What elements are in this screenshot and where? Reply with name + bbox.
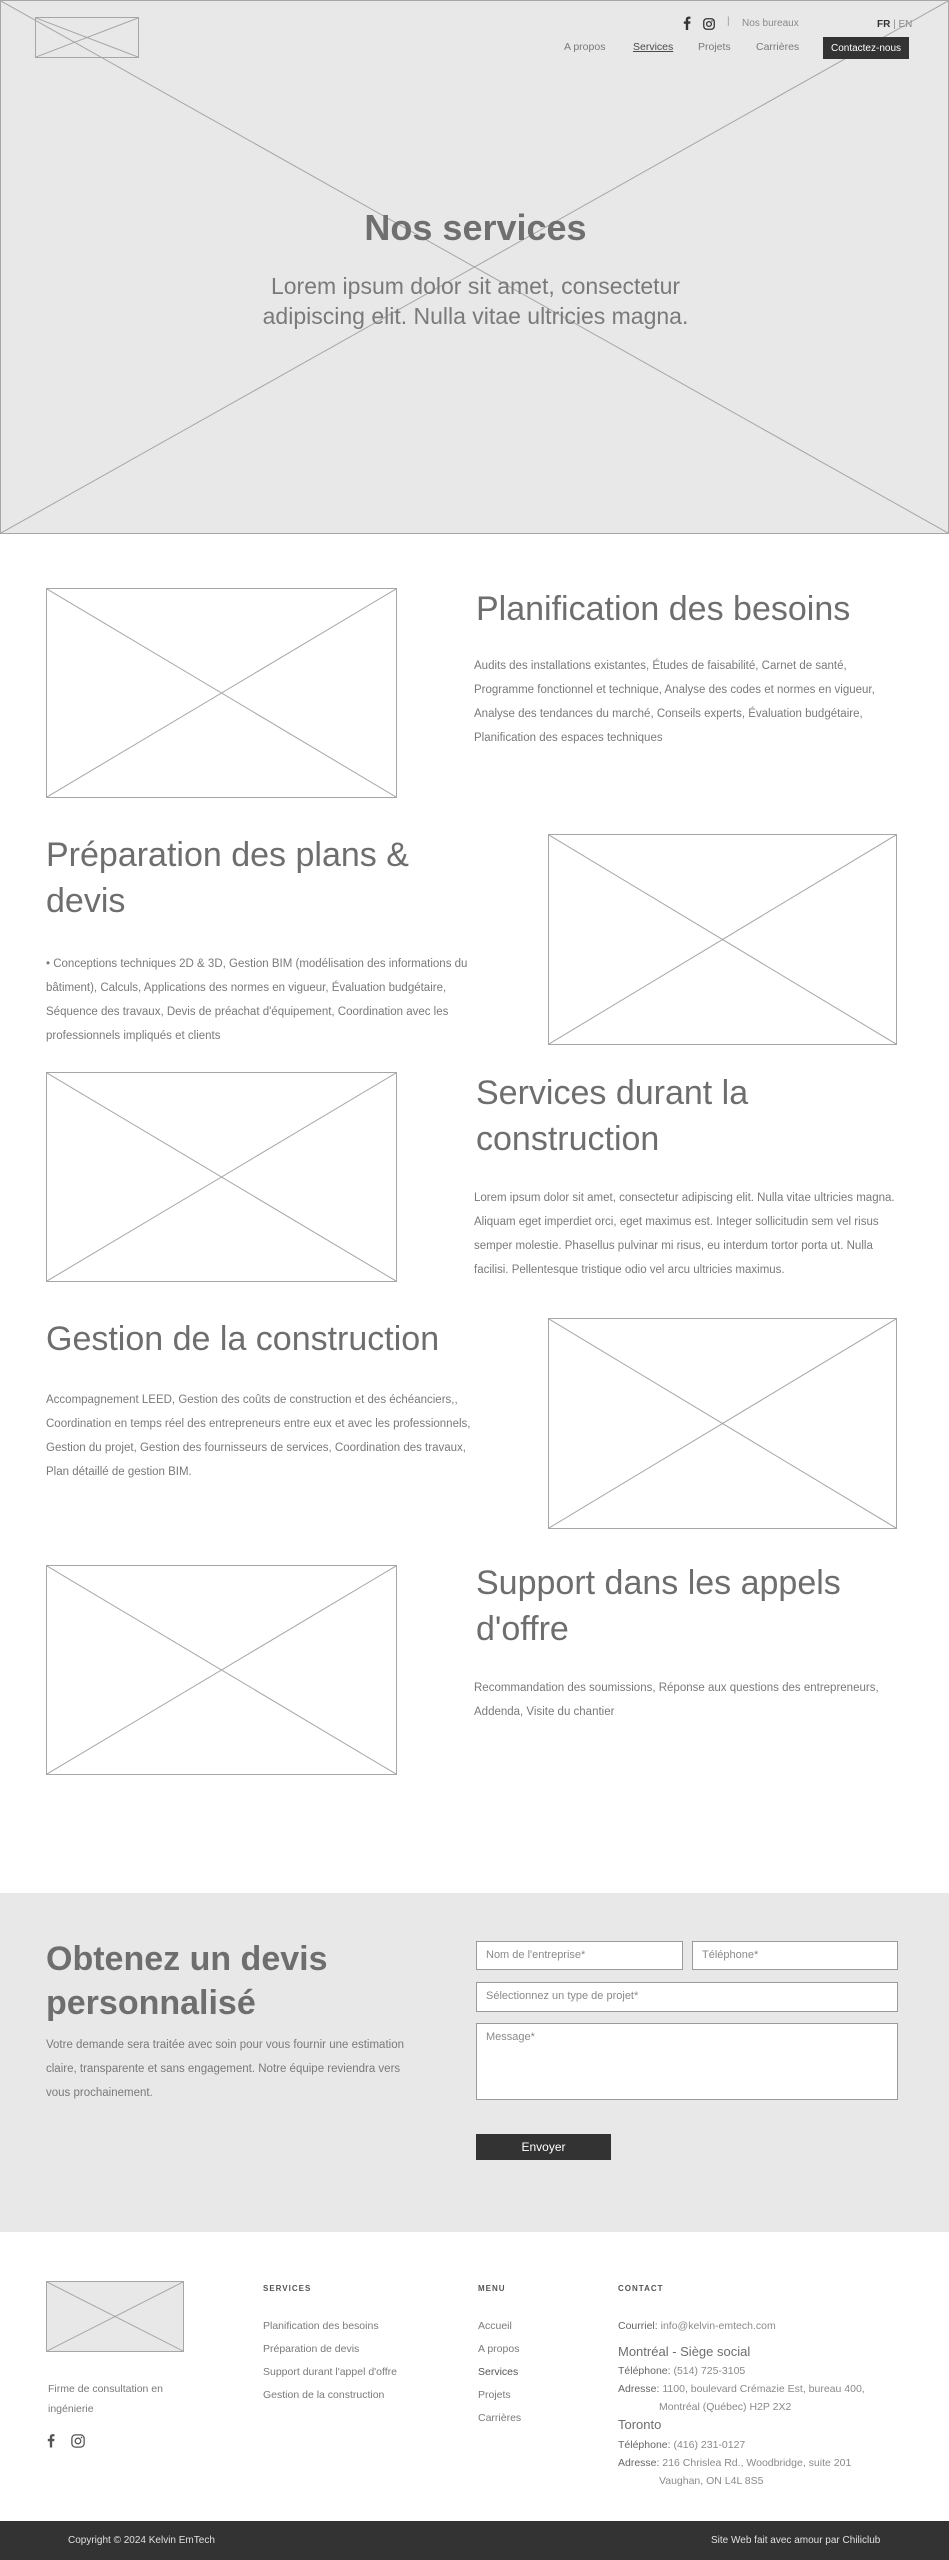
service-description: Accompagnement LEED, Gestion des coûts de construction et des échéanciers,, Coordination en temps réel des entrepreneurs entre eux et avec les professionnels, Gestion du projet, Gestion des fournisseurs de services, Coordination des travaux, Plan détaillé de gestion BIM. <box>46 1394 471 1478</box>
phone-field[interactable]: Téléphone* <box>692 1941 898 1970</box>
send-button[interactable]: Envoyer <box>476 2134 611 2160</box>
site-logo[interactable] <box>35 17 139 58</box>
nav-item-projets[interactable]: Projets <box>698 41 731 53</box>
service-image-placeholder <box>46 1565 397 1775</box>
footer-menu-link-active[interactable]: Services <box>478 2366 519 2378</box>
footer-contact-heading: CONTACT <box>618 2284 664 2293</box>
lang-en[interactable]: EN <box>898 19 913 30</box>
service-image-placeholder <box>548 1318 897 1529</box>
contact-button[interactable]: Contactez-nous <box>823 37 909 59</box>
footer-menu-link[interactable]: Projets <box>478 2389 511 2401</box>
lang-separator: | <box>893 19 896 30</box>
service-title: Planification des besoins <box>476 590 851 628</box>
footer-email: Courriel: info@kelvin-emtech.com <box>618 2320 776 2332</box>
service-description: Lorem ipsum dolor sit amet, consectetur adipiscing elit. Nulla vitae ultricies magna. Aliquam eget imperdiet orci, eget maximus est. Integer sollicitudin sem vel risus semper molestie. Phasellus pulvinar mi risus, eu interdum tortor porta ut. Nulla facilisi. Pellentesque tristique odio vel arcu ultricies maximus. <box>474 1192 895 1276</box>
nav-item-services[interactable]: Services <box>633 41 674 53</box>
instagram-icon[interactable] <box>703 17 715 29</box>
offices-link[interactable]: Nos bureaux <box>742 18 799 29</box>
footer-service-link[interactable]: Planification des besoins <box>263 2320 379 2332</box>
message-field[interactable]: Message* <box>476 2023 898 2100</box>
office-address: Adresse: 1100, boulevard Crémazie Est, bureau 400, <box>618 2383 865 2395</box>
office-address-line2: Vaughan, ON L4L 8S5 <box>659 2475 764 2487</box>
service-title: Préparation des plans & devis <box>46 836 409 920</box>
company-name-field[interactable]: Nom de l'entreprise* <box>476 1941 683 1970</box>
service-image-placeholder <box>46 588 397 798</box>
service-title: Support dans les appels d'offre <box>476 1564 841 1648</box>
service-description: • Conceptions techniques 2D & 3D, Gestion BIM (modélisation des informations du bâtiment), Calculs, Applications des normes en vigueur, Évaluation budgétaire, Séquence des travaux, Devis de préachat d'équipement, Coordination avec les professionnels impliqués et clients <box>46 958 468 1042</box>
service-image-placeholder <box>548 834 897 1045</box>
page-title: Nos services <box>364 207 587 248</box>
footer-tagline: Firme de consultation en ingénierie <box>48 2383 163 2415</box>
credits-link[interactable]: Site Web fait avec amour par Chiliclub <box>711 2535 881 2546</box>
footer-service-link[interactable]: Préparation de devis <box>263 2343 360 2355</box>
footer-services-heading: SERVICES <box>263 2284 312 2293</box>
footer-menu-link[interactable]: Accueil <box>478 2320 512 2332</box>
facebook-icon[interactable] <box>46 2433 56 2448</box>
office-address-line2: Montréal (Québec) H2P 2X2 <box>659 2401 792 2413</box>
hero-section <box>0 0 949 534</box>
project-type-select[interactable]: Sélectionnez un type de projet* <box>476 1982 898 2012</box>
footer-service-link[interactable]: Gestion de la construction <box>263 2389 385 2401</box>
service-image-placeholder <box>46 1072 397 1282</box>
facebook-icon[interactable] <box>682 16 692 30</box>
office-address: Adresse: 216 Chrislea Rd., Woodbridge, suite 201 <box>618 2457 852 2469</box>
quote-section <box>0 1893 949 2232</box>
office-city: Toronto <box>618 2417 662 2432</box>
service-title: Gestion de la construction <box>46 1320 440 1358</box>
footer-menu-link[interactable]: Carrières <box>478 2412 522 2424</box>
office-city: Montréal - Siège social <box>618 2344 751 2359</box>
footer-logo[interactable] <box>46 2281 184 2352</box>
topbar-divider: | <box>727 16 730 27</box>
office-phone: Téléphone: (416) 231-0127 <box>618 2439 746 2451</box>
quote-description: Votre demande sera traitée avec soin pour vous fournir une estimation claire, transparente et sans engagement. Notre équipe reviendra vers vous prochainement. <box>46 2039 404 2099</box>
quote-title: Obtenez un devis personnalisé <box>46 1940 328 2022</box>
hero-subtitle: Lorem ipsum dolor sit amet, consectetur adipiscing elit. Nulla vitae ultricies magna. <box>262 273 689 329</box>
footer-menu-link[interactable]: A propos <box>478 2343 520 2355</box>
office-phone: Téléphone: (514) 725-3105 <box>618 2365 746 2377</box>
copyright-text: Copyright © 2024 Kelvin EmTech <box>68 2535 215 2546</box>
service-description: Recommandation des soumissions, Réponse aux questions des entrepreneurs, Addenda, Visite du chantier <box>474 1682 879 1718</box>
footer-menu-heading: MENU <box>478 2284 506 2293</box>
instagram-icon[interactable] <box>71 2434 85 2448</box>
footer-service-link[interactable]: Support durant l'appel d'offre <box>263 2366 397 2378</box>
lang-fr[interactable]: FR <box>877 19 891 30</box>
service-description: Audits des installations existantes, Études de faisabilité, Carnet de santé, Programme fonctionnel et technique, Analyse des codes et normes en vigueur, Analyse des tendances du marché, Conseils experts, Évaluation budgétaire, Planification des espaces techniques <box>474 660 875 744</box>
footer-bottom-bar <box>0 2521 949 2560</box>
service-title: Services durant la construction <box>476 1074 749 1158</box>
language-switcher <box>877 19 912 30</box>
nav-item-a-propos[interactable]: A propos <box>564 41 606 53</box>
hero-image-placeholder <box>1 1 948 533</box>
nav-item-carrieres[interactable]: Carrières <box>756 41 800 53</box>
